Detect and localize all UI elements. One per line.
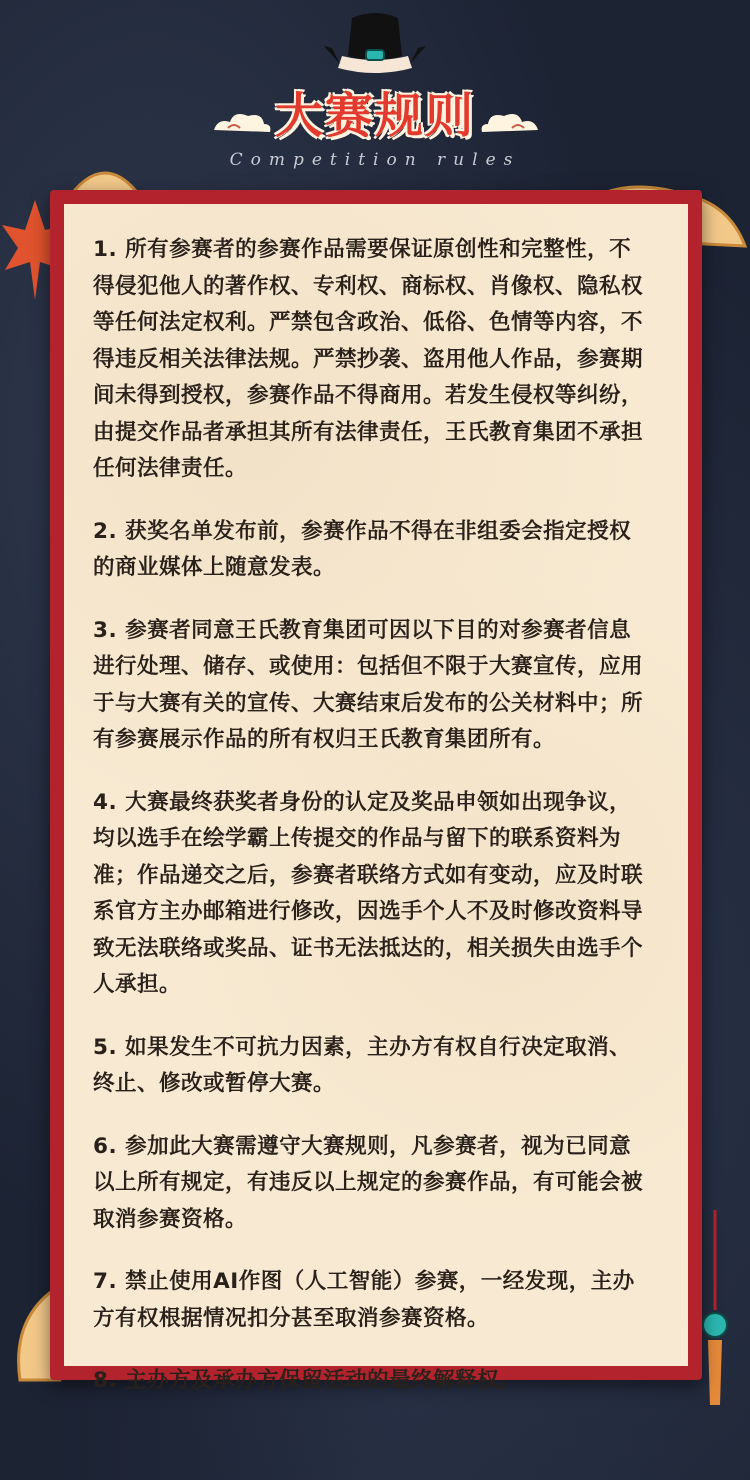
rule-item: 6. 参加此大赛需遵守大赛规则，凡参赛者，视为已同意以上所有规定，有违反以上规定的参赛作品，有可能会被取消参赛资格。 (93, 1133, 644, 1232)
page-title: 大赛规则 (274, 88, 475, 144)
rule-item: 7. 禁止使用AI作图（人工智能）参赛，一经发现，主办方有权根据情况扣分甚至取消参赛资格。 (93, 1269, 635, 1331)
cloud-icon (478, 108, 542, 138)
rule-item: 5. 如果发生不可抗力因素，主办方有权自行决定取消、终止、修改或暂停大赛。 (93, 1034, 632, 1096)
hat-icon (318, 8, 432, 80)
rule-item: 3. 参赛者同意王氏教育集团可因以下目的对参赛者信息进行处理、储存、或使用：包括但不限于大赛宣传，应用于与大赛有关的宣传、大赛结束后发布的公关材料中；所有参赛展示作品的所有权归王氏教育集团所有。 (93, 617, 644, 752)
page-subtitle: Competition rules (229, 150, 521, 170)
rules-list (93, 232, 653, 1426)
rule-item: 1. 所有参赛者的参赛作品需要保证原创性和完整性，不得侵犯他人的著作权、专利权、商标权、肖像权、隐私权等任何法定权利。严禁包含政治、低俗、色情等内容，不得违反相关法律法规。严禁抄袭、盗用他人作品，参赛期间未得到授权，参赛作品不得商用。若发生侵权等纠纷，由提交作品者承担其所有法律责任，王氏教育集团不承担任何法律责任。 (93, 237, 644, 481)
rule-item: 2. 获奖名单发布前，参赛作品不得在非组委会指定授权的商业媒体上随意发表。 (93, 518, 632, 580)
rule-item: 4. 大赛最终获奖者身份的认定及奖品申领如出现争议，均以选手在绘学霸上传提交的作品与留下的联系资料为准；作品递交之后，参赛者联络方式如有变动，应及时联系官方主办邮箱进行修改，因选手个人不及时修改资料导致无法联络或奖品、证书无法抵达的，相关损失由选手个人承担。 (93, 789, 644, 997)
rule-item: 8. 主办方及承办方保留活动的最终解释权。 (93, 1368, 522, 1393)
